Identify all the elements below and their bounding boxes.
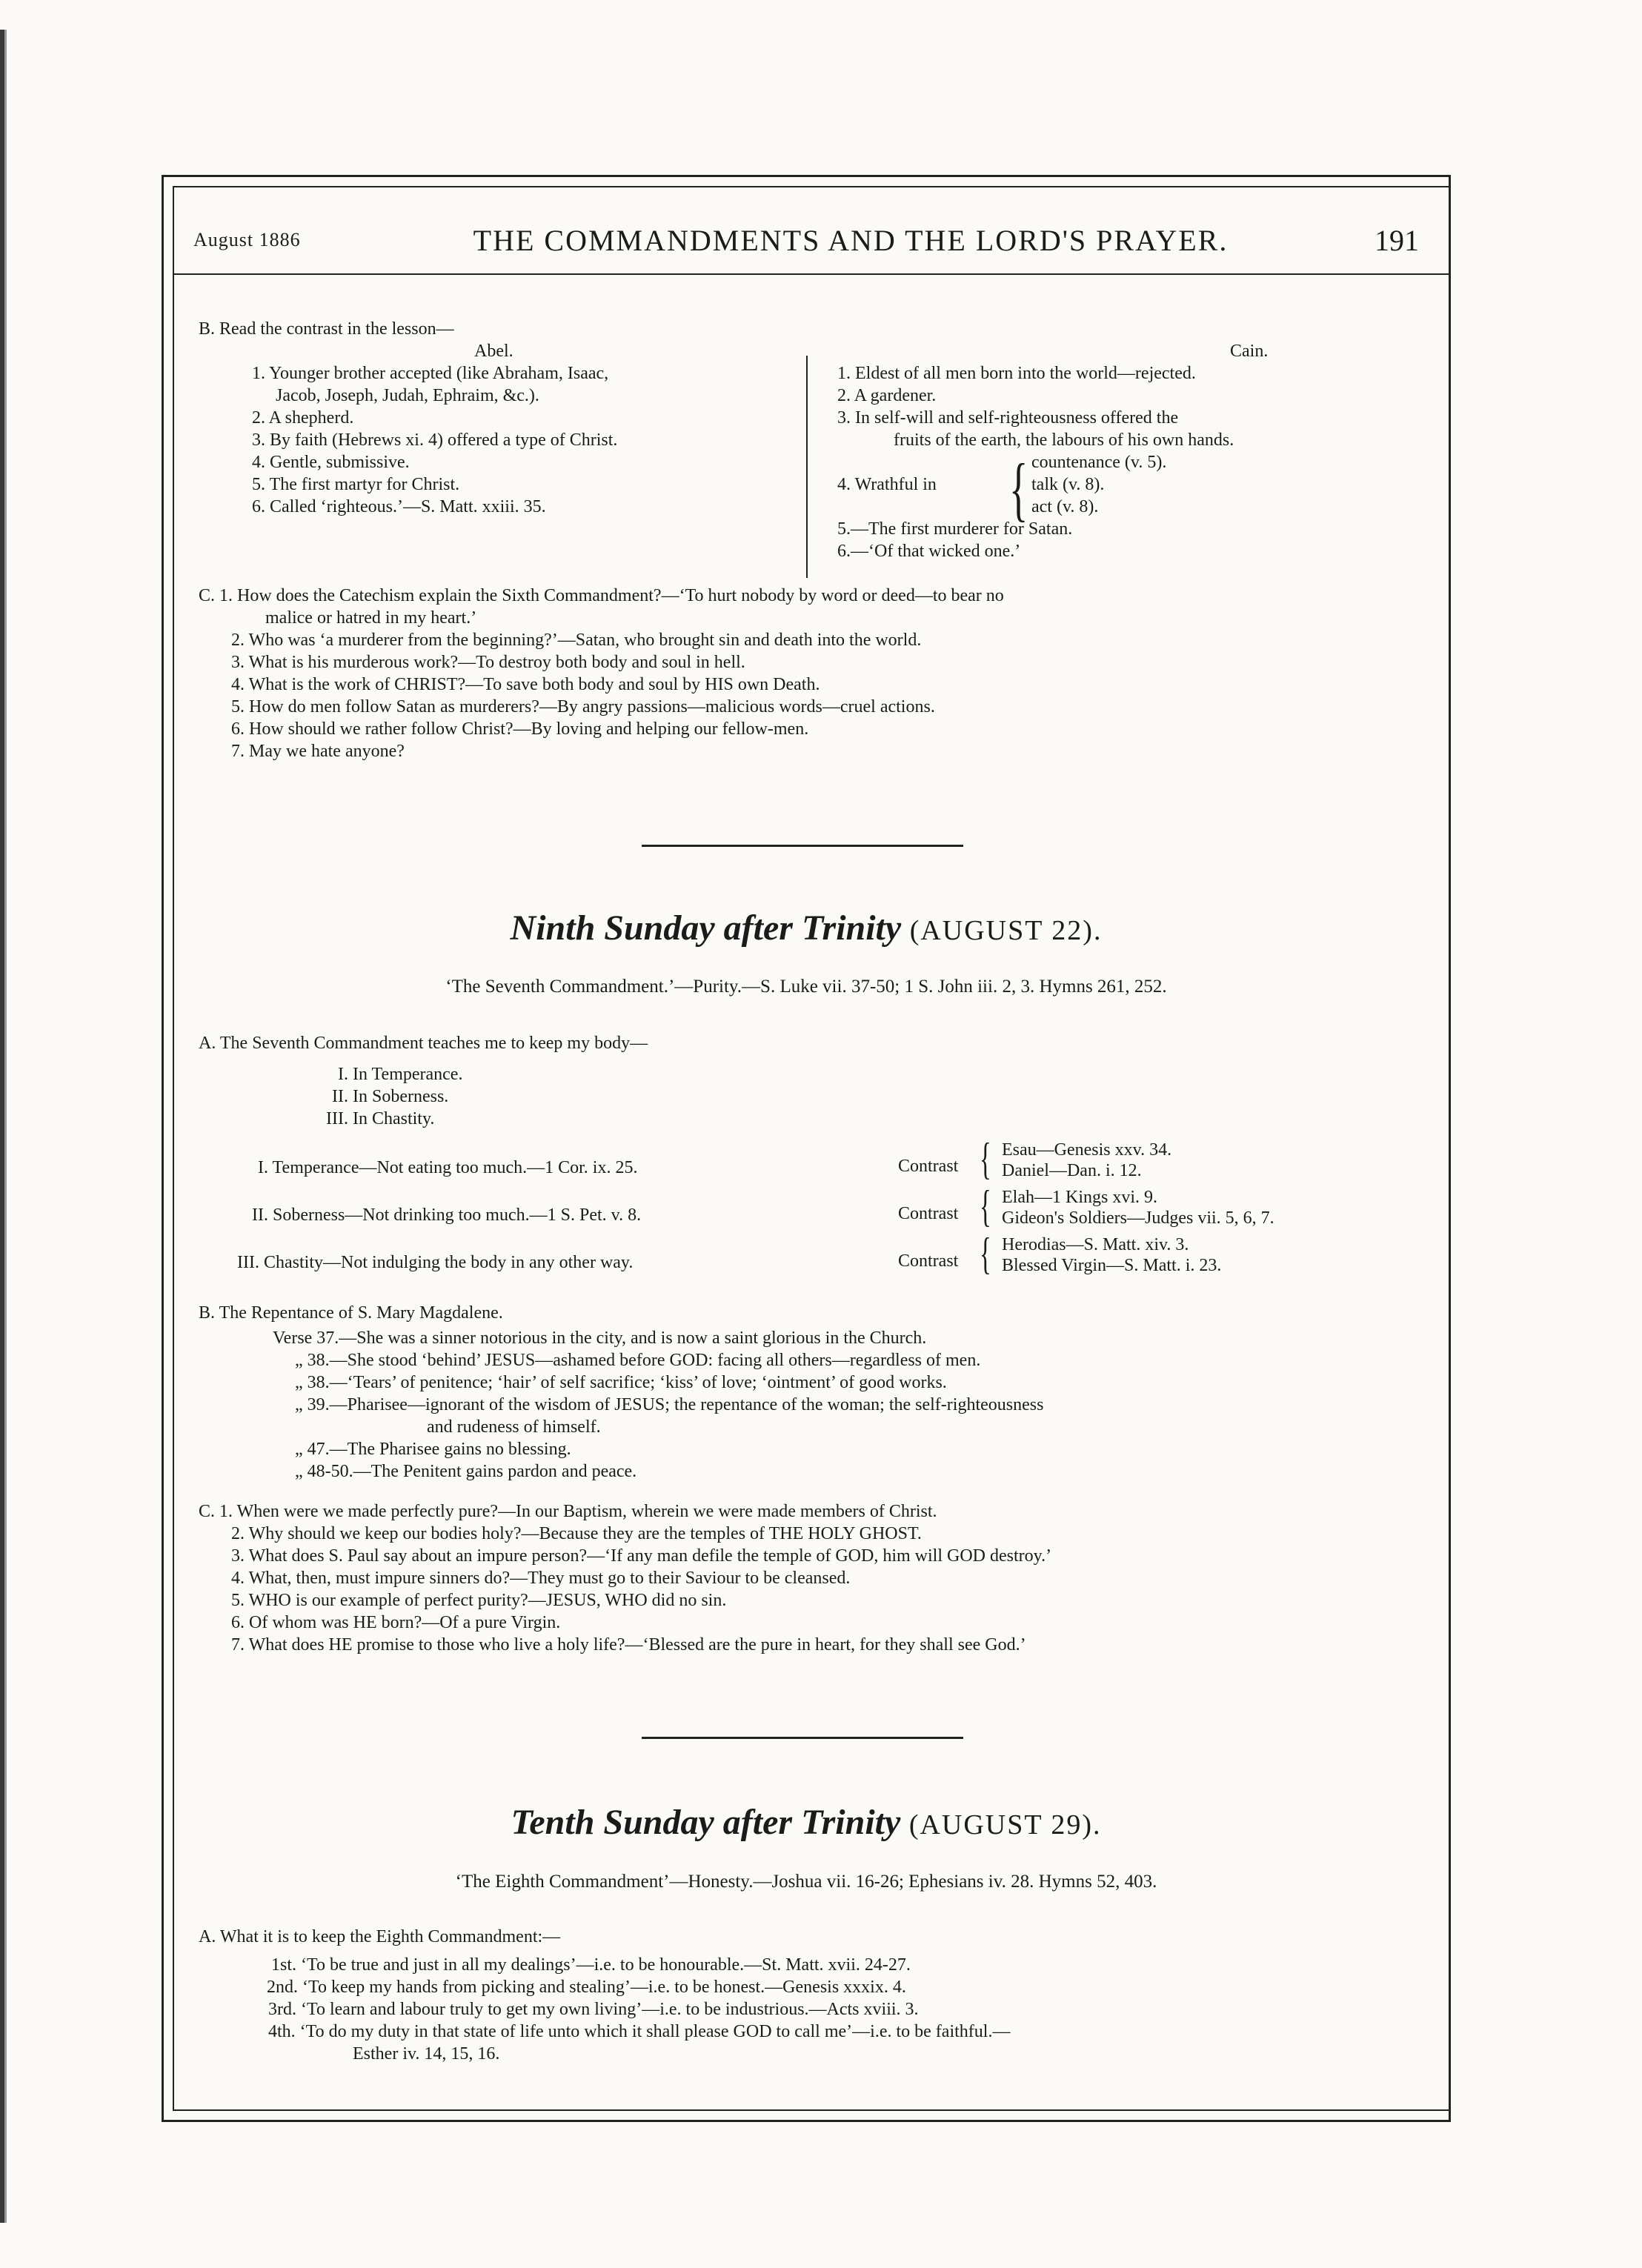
virtue-row: III. Chastity—Not indulging the body in any other way. [237, 1253, 634, 1272]
seventh-list-item: II. In Soberness. [332, 1087, 449, 1106]
contrast-label: Contrast [898, 1204, 959, 1223]
question-line: 6. How should we rather follow Christ?—By loving and helping our fellow-men. [231, 719, 809, 739]
verse-line: „ 38.—She stood ‘behind’ JESUS—ashamed before GOD: facing all others—regardless of men. [295, 1351, 981, 1370]
ninth-sunday-title: Ninth Sunday after Trinity [510, 908, 902, 948]
question-line: 4. What, then, must impure sinners do?—They must go to their Saviour to be cleansed. [231, 1569, 851, 1588]
verse-line: Verse 37.—She was a sinner notorious in the city, and is now a saint glorious in the Church. [273, 1328, 927, 1348]
brace-icon: { [980, 1229, 991, 1278]
book-binding-edge [0, 30, 12, 2223]
question-line: 5. WHO is our example of perfect purity?—JESUS, WHO did no sin. [231, 1591, 727, 1610]
question-line: 2. Who was ‘a murderer from the beginning?’—Satan, who brought sin and death into the world. [231, 631, 922, 650]
question-line: 2. Why should we keep our bodies holy?—Because they are the temples of THE HOLY GHOST. [231, 1524, 922, 1543]
page-number: 191 [1375, 223, 1419, 257]
contrast-example: Gideon's Soldiers—Judges vii. 5, 6, 7. [1002, 1208, 1274, 1228]
cain-item: 5.—The first murderer for Satan. [837, 519, 1073, 539]
column-divider [806, 356, 808, 578]
brace-icon: { [980, 1134, 991, 1183]
verse-line: „ 38.—‘Tears’ of penitence; ‘hair’ of self sacrifice; ‘kiss’ of love; ‘ointment’ of good works. [295, 1373, 947, 1392]
verse-line: „ 48-50.—The Penitent gains pardon and peace. [295, 1462, 637, 1481]
cain-wrath-item: countenance (v. 5). [1031, 453, 1167, 472]
cain-wrath-item: talk (v. 8). [1031, 475, 1105, 494]
question-line: 4. What is the work of CHRIST?—To save both body and soul by HIS own Death. [231, 675, 820, 694]
cain-wrath-item: act (v. 8). [1031, 497, 1099, 516]
cain-item: 2. A gardener. [837, 386, 937, 405]
tenth-sunday-title: Tenth Sunday after Trinity [511, 1803, 901, 1842]
eighth-line: 4th. ‘To do my duty in that state of life unto which it shall please GOD to call me’—i.e. to be faithful.— [268, 2022, 1011, 2041]
verse-line: „ 39.—Pharisee—ignorant of the wisdom of JESUS; the repentance of the woman; the self-righteousness [295, 1395, 1044, 1414]
tenth-sunday-date: (AUGUST 29). [908, 1809, 1102, 1840]
contrast-example: Blessed Virgin—S. Matt. i. 23. [1002, 1256, 1222, 1275]
header-rule [173, 273, 1449, 275]
cain-heading: Cain. [1230, 342, 1269, 361]
abel-item: 5. The first martyr for Christ. [252, 475, 460, 494]
question-line: 3. What is his murderous work?—To destroy both body and soul in hell. [231, 653, 745, 672]
section-divider [642, 845, 963, 847]
tenth-sunday-heading [162, 1802, 1451, 1843]
virtue-row: II. Soberness—Not drinking too much.—1 S. Pet. v. 8. [252, 1206, 642, 1225]
eighth-line: 1st. ‘To be true and just in all my dealings’—i.e. to be honourable.—St. Matt. xvii. 24-27. [271, 1955, 911, 1975]
abel-item: 6. Called ‘righteous.’—S. Matt. xxiii. 35. [252, 497, 546, 516]
contrast-example: Esau—Genesis xxv. 34. [1002, 1140, 1172, 1160]
section-divider [642, 1737, 963, 1739]
verse-line: „ 47.—The Pharisee gains no blessing. [295, 1440, 571, 1459]
ninth-sunday-heading [162, 908, 1451, 948]
contrast-label: Contrast [898, 1251, 959, 1271]
question-line: C. 1. When were we made perfectly pure?—In our Baptism, wherein we were made members of Christ. [199, 1502, 937, 1521]
cain-item: fruits of the earth, the labours of his own hands. [894, 430, 1234, 450]
cain-item: 1. Eldest of all men born into the world—rejected. [837, 364, 1196, 383]
contrast-label: Contrast [898, 1157, 959, 1176]
contrast-intro: B. Read the contrast in the lesson— [199, 319, 454, 339]
contrast-example: Herodias—S. Matt. xiv. 3. [1002, 1235, 1189, 1254]
cain-item: 4. Wrathful in [837, 475, 937, 494]
question-line: C. 1. How does the Catechism explain the Sixth Commandment?—‘To hurt nobody by word or deed—to bear no [199, 586, 1004, 605]
running-header [193, 214, 1419, 266]
eighth-line: 2nd. ‘To keep my hands from picking and stealing’—i.e. to be honest.—Genesis xxxix. 4. [267, 1978, 906, 1997]
eighth-intro: A. What it is to keep the Eighth Commandment:— [199, 1927, 561, 1946]
abel-item: Jacob, Joseph, Judah, Ephraim, &c.). [276, 386, 539, 405]
seventh-list-item: III. In Chastity. [326, 1109, 435, 1128]
eighth-line: Esther iv. 14, 15, 16. [353, 2044, 500, 2064]
question-line: 5. How do men follow Satan as murderers?—By angry passions—malicious words—cruel actions. [231, 697, 935, 716]
abel-heading: Abel. [474, 342, 513, 361]
question-line: 7. May we hate anyone? [231, 742, 405, 761]
contrast-example: Daniel—Dan. i. 12. [1002, 1161, 1142, 1180]
abel-item: 1. Younger brother accepted (like Abraham, Isaac, [252, 364, 609, 383]
abel-item: 4. Gentle, submissive. [252, 453, 410, 472]
brace-icon: { [980, 1182, 991, 1231]
ninth-sunday-subtitle: ‘The Seventh Commandment.’—Purity.—S. Luke vii. 37-50; 1 S. John iii. 2, 3. Hymns 261, 252. [445, 977, 1167, 997]
ninth-sunday-date: (AUGUST 22). [909, 915, 1103, 946]
contrast-example: Elah—1 Kings xvi. 9. [1002, 1188, 1157, 1207]
seventh-list-item: I. In Temperance. [338, 1065, 463, 1084]
cain-item: 6.—‘Of that wicked one.’ [837, 542, 1021, 561]
brace-icon: { [1009, 449, 1028, 528]
question-line: 7. What does HE promise to those who live a holy life?—‘Blessed are the pure in heart, for they shall see God.’ [231, 1635, 1026, 1655]
virtue-row: I. Temperance—Not eating too much.—1 Cor. ix. 25. [258, 1158, 638, 1177]
tenth-sunday-subtitle: ‘The Eighth Commandment’—Honesty.—Joshua vii. 16-26; Ephesians iv. 28. Hymns 52, 403. [455, 1872, 1157, 1892]
header-date: August 1886 [193, 229, 301, 250]
repentance-intro: B. The Repentance of S. Mary Magdalene. [199, 1303, 503, 1323]
question-line: malice or hatred in my heart.’ [265, 608, 477, 628]
header-title: THE COMMANDMENTS AND THE LORD'S PRAYER. [473, 223, 1229, 257]
question-line: 6. Of whom was HE born?—Of a pure Virgin. [231, 1613, 561, 1632]
eighth-line: 3rd. ‘To learn and labour truly to get my own living’—i.e. to be industrious.—Acts xviii. 3. [268, 2000, 919, 2019]
verse-line: and rudeness of himself. [427, 1417, 601, 1437]
abel-item: 3. By faith (Hebrews xi. 4) offered a type of Christ. [252, 430, 618, 450]
seventh-intro: A. The Seventh Commandment teaches me to keep my body— [199, 1034, 648, 1053]
question-line: 3. What does S. Paul say about an impure person?—‘If any man defile the temple of GOD, him will GOD destroy.’ [231, 1546, 1052, 1566]
cain-item: 3. In self-will and self-righteousness offered the [837, 408, 1179, 428]
abel-item: 2. A shepherd. [252, 408, 354, 428]
